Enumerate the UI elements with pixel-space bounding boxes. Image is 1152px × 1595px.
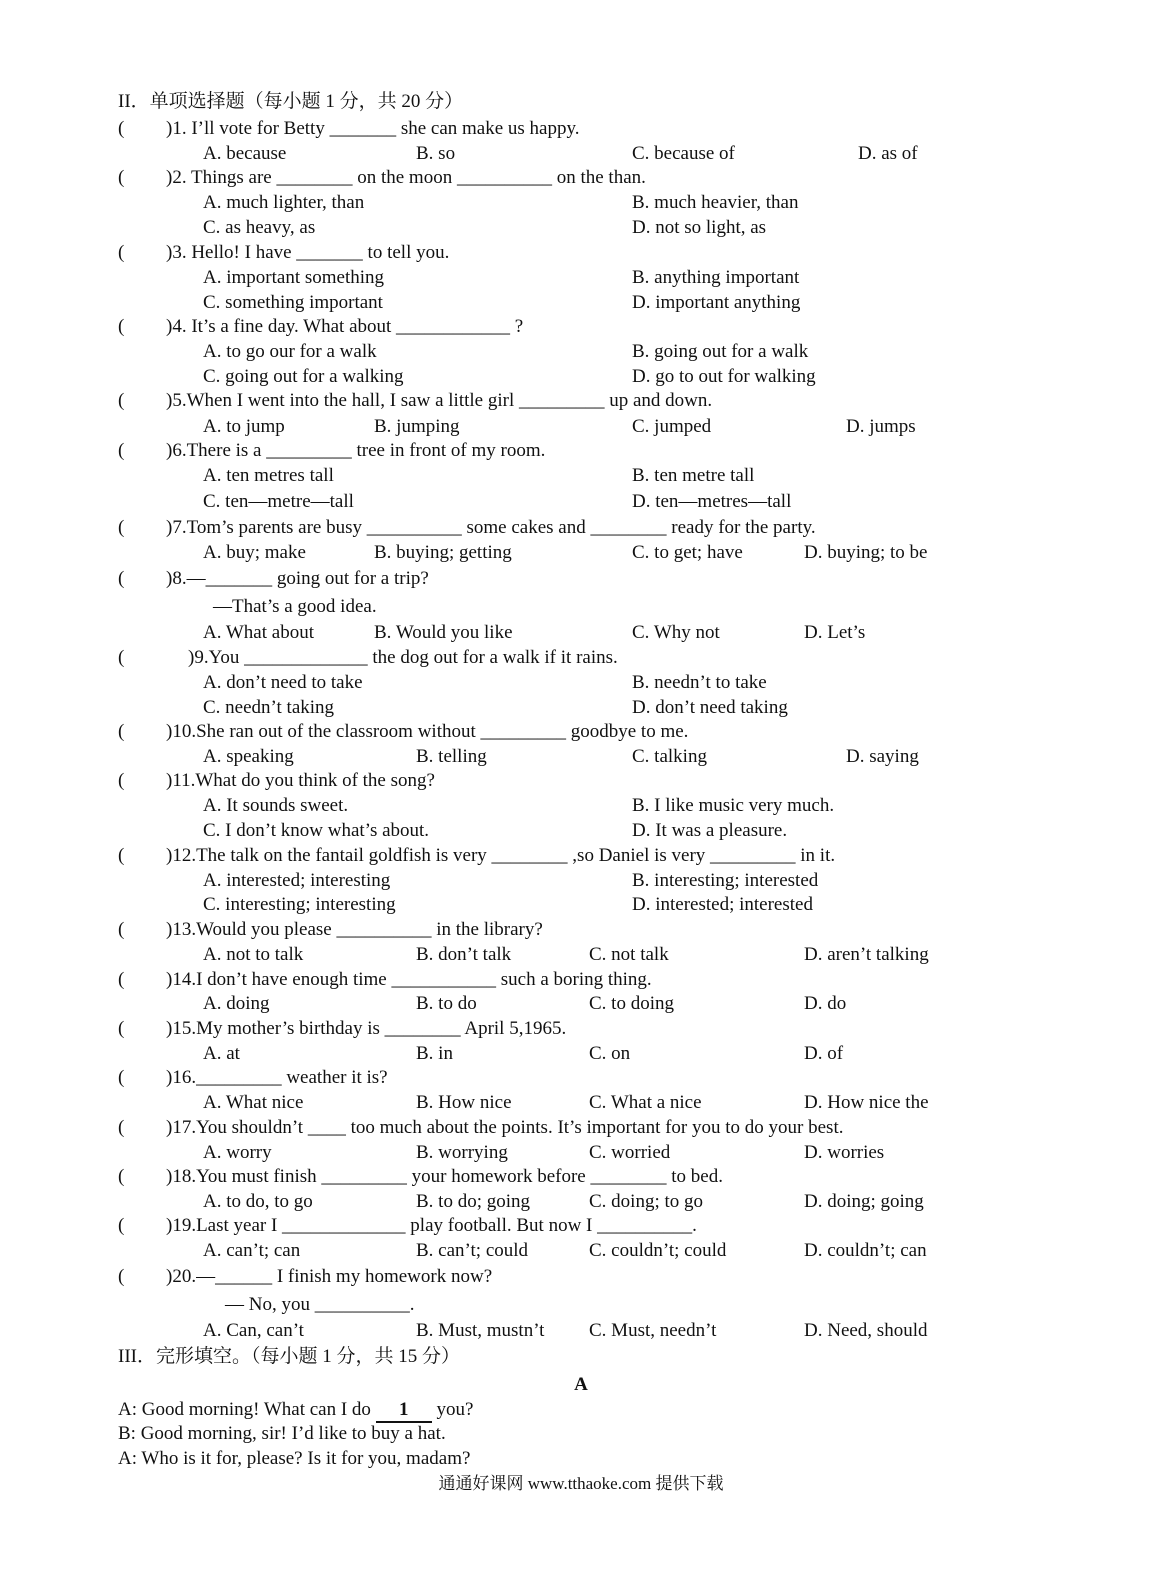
question-20	[0, 1264, 1152, 1289]
answer-paren[interactable]: (	[118, 1067, 125, 1088]
question-stem: )8.—_______ going out for a trip?	[166, 568, 429, 589]
answer-paren[interactable]: (	[118, 316, 125, 337]
option-b[interactable]: B. needn’t to take	[632, 672, 767, 693]
dialogue-text	[118, 1421, 446, 1446]
question-stem: )12.The talk on the fantail goldfish is very ________ ,so Daniel is very _________ in it.	[166, 845, 836, 866]
option-d[interactable]: D. jumps	[846, 416, 916, 437]
question-stem: )5.When I went into the hall, I saw a little girl _________ up and down.	[166, 390, 713, 411]
option-b[interactable]: B. jumping	[374, 416, 460, 437]
question-13	[0, 917, 1152, 942]
question-12	[0, 843, 1152, 868]
option-c[interactable]: C. to doing	[589, 993, 674, 1014]
option-d[interactable]: D. as of	[858, 143, 918, 164]
option-b[interactable]: B. so	[416, 143, 456, 164]
option-a[interactable]: A. at	[203, 1043, 240, 1064]
question-stem: )3. Hello! I have _______ to tell you.	[166, 242, 450, 263]
question-6-options-row	[0, 463, 1152, 488]
option-a[interactable]: A. doing	[203, 993, 270, 1014]
option-d[interactable]: D. buying; to be	[804, 542, 928, 563]
passage-label: A	[574, 1374, 588, 1395]
question-12-options-row	[0, 892, 1152, 917]
section-title-single-choice: II．单项选择题（每小题 1 分，共 20 分）	[118, 91, 464, 112]
answer-paren[interactable]: (	[118, 845, 125, 866]
option-b[interactable]: B. Must, mustn’t	[416, 1320, 545, 1341]
option-d[interactable]: D. It was a pleasure.	[632, 820, 788, 841]
question-8-options-row	[0, 620, 1152, 645]
question-stem: )9.You _____________ the dog out for a walk if it rains.	[188, 647, 618, 668]
option-a[interactable]: A. Can, can’t	[203, 1320, 304, 1341]
option-c[interactable]: C. going out for a walking	[203, 366, 404, 387]
answer-paren[interactable]: (	[118, 647, 125, 668]
question-6-options-row	[0, 489, 1152, 514]
dialogue-line	[0, 1446, 1152, 1471]
dialogue-pre: A: Good morning! What can I do	[118, 1399, 376, 1420]
question-17	[0, 1115, 1152, 1140]
question-7-options-row	[0, 540, 1152, 565]
question-3-options-row	[0, 290, 1152, 315]
answer-paren[interactable]: (	[118, 517, 125, 538]
option-d[interactable]: D. go to out for walking	[632, 366, 816, 387]
answer-paren[interactable]: (	[118, 118, 125, 139]
option-a[interactable]: A. What about	[203, 622, 314, 643]
question-4	[0, 314, 1152, 339]
option-c[interactable]: C. I don’t know what’s about.	[203, 820, 430, 841]
answer-paren[interactable]: (	[118, 1266, 125, 1287]
option-c[interactable]: C. ten—metre—tall	[203, 491, 354, 512]
option-d[interactable]: D. Need, should	[804, 1320, 928, 1341]
option-b[interactable]: B. worrying	[416, 1142, 508, 1163]
question-stem: )1. I’ll vote for Betty _______ she can make us happy.	[166, 118, 580, 139]
question-stem: )4. It’s a fine day. What about ____________ ?	[166, 316, 524, 337]
question-1-options-row	[0, 141, 1152, 166]
question-stem: )13.Would you please __________ in the library?	[166, 919, 543, 940]
option-b[interactable]: B. don’t talk	[416, 944, 512, 965]
question-10-options-row	[0, 744, 1152, 769]
option-a[interactable]: A. to do, to go	[203, 1191, 313, 1212]
option-d[interactable]: D. saying	[846, 746, 919, 767]
option-b[interactable]: B. buying; getting	[374, 542, 512, 563]
answer-paren[interactable]: (	[118, 1215, 125, 1236]
option-c[interactable]: C. worried	[589, 1142, 671, 1163]
answer-paren[interactable]: (	[118, 167, 125, 188]
option-a[interactable]: A. don’t need to take	[203, 672, 363, 693]
question-stem: )11.What do you think of the song?	[166, 770, 435, 791]
question-5	[0, 388, 1152, 413]
question-5-options-row	[0, 414, 1152, 439]
answer-paren[interactable]: (	[118, 770, 125, 791]
answer-paren[interactable]: (	[118, 242, 125, 263]
passage-heading	[0, 1372, 1152, 1397]
question-16-options-row	[0, 1090, 1152, 1115]
option-d[interactable]: D. don’t need taking	[632, 697, 788, 718]
footer-text: 通通好课网 www.tthaoke.com 提供下载	[438, 1474, 724, 1493]
question-4-options-row	[0, 364, 1152, 389]
option-b[interactable]: B. ten metre tall	[632, 465, 755, 486]
answer-paren[interactable]: (	[118, 1018, 125, 1039]
question-1	[0, 116, 1152, 141]
option-d[interactable]: D. not so light, as	[632, 217, 767, 238]
question-9-options-row	[0, 670, 1152, 695]
question-2	[0, 165, 1152, 190]
option-a[interactable]: A. much lighter, than	[203, 192, 365, 213]
question-17-options-row	[0, 1140, 1152, 1165]
option-d[interactable]: D. Let’s	[804, 622, 866, 643]
option-c[interactable]: C. on	[589, 1043, 631, 1064]
option-b[interactable]: B. in	[416, 1043, 453, 1064]
option-a[interactable]: A. can’t; can	[203, 1240, 301, 1261]
option-a[interactable]: A. interested; interesting	[203, 870, 391, 891]
question-8	[0, 566, 1152, 591]
question-14-options-row	[0, 991, 1152, 1016]
reply-text: —That’s a good idea.	[213, 596, 377, 617]
question-2-options-row	[0, 215, 1152, 240]
option-b[interactable]: B. Would you like	[374, 622, 513, 643]
question-18	[0, 1164, 1152, 1189]
option-d[interactable]: D. aren’t talking	[804, 944, 929, 965]
option-c[interactable]: C. interesting; interesting	[203, 894, 396, 915]
option-c[interactable]: C. couldn’t; could	[589, 1240, 727, 1261]
option-b[interactable]: B. I like music very much.	[632, 795, 835, 816]
question-15-options-row	[0, 1041, 1152, 1066]
option-d[interactable]: D. important anything	[632, 292, 801, 313]
option-a[interactable]: A. to jump	[203, 416, 285, 437]
option-d[interactable]: D. ten—metres—tall	[632, 491, 792, 512]
question-8-reply	[0, 594, 1152, 619]
question-11-options-row	[0, 818, 1152, 843]
question-3	[0, 240, 1152, 265]
answer-paren[interactable]: (	[118, 1117, 125, 1138]
option-b[interactable]: B. going out for a walk	[632, 341, 809, 362]
option-b[interactable]: B. anything important	[632, 267, 800, 288]
option-a[interactable]: A. important something	[203, 267, 385, 288]
option-c[interactable]: C. because of	[632, 143, 735, 164]
answer-paren[interactable]: (	[118, 568, 125, 589]
reply-text: — No, you __________.	[225, 1294, 415, 1315]
option-d[interactable]: D. worries	[804, 1142, 885, 1163]
option-b[interactable]: B. interesting; interested	[632, 870, 819, 891]
option-a[interactable]: A. buy; make	[203, 542, 306, 563]
option-a[interactable]: A. It sounds sweet.	[203, 795, 349, 816]
option-c[interactable]: C. Must, needn’t	[589, 1320, 717, 1341]
question-14	[0, 967, 1152, 992]
option-b[interactable]: B. can’t; could	[416, 1240, 529, 1261]
option-b[interactable]: B. much heavier, than	[632, 192, 799, 213]
question-4-options-row	[0, 339, 1152, 364]
question-stem: )6.There is a _________ tree in front of my room.	[166, 440, 546, 461]
question-7	[0, 515, 1152, 540]
dialogue-line	[0, 1421, 1152, 1446]
question-11-options-row	[0, 793, 1152, 818]
option-d[interactable]: D. do	[804, 993, 847, 1014]
option-c[interactable]: C. doing; to go	[589, 1191, 704, 1212]
question-15	[0, 1016, 1152, 1041]
question-stem: )7.Tom’s parents are busy __________ some cakes and ________ ready for the party.	[166, 517, 816, 538]
option-c[interactable]: C. What a nice	[589, 1092, 702, 1113]
option-b[interactable]: B. How nice	[416, 1092, 512, 1113]
option-a[interactable]: A. worry	[203, 1142, 272, 1163]
option-c[interactable]: C. as heavy, as	[203, 217, 316, 238]
question-20-options-row	[0, 1318, 1152, 1343]
option-a[interactable]: A. because	[203, 143, 287, 164]
question-18-options-row	[0, 1189, 1152, 1214]
option-a[interactable]: A. to go our for a walk	[203, 341, 377, 362]
option-a[interactable]: A. not to talk	[203, 944, 304, 965]
question-11	[0, 768, 1152, 793]
question-19-options-row	[0, 1238, 1152, 1263]
option-d[interactable]: D. How nice the	[804, 1092, 929, 1113]
option-d[interactable]: D. couldn’t; can	[804, 1240, 927, 1261]
answer-paren[interactable]: (	[118, 969, 125, 990]
option-d[interactable]: D. of	[804, 1043, 844, 1064]
question-6	[0, 438, 1152, 463]
option-d[interactable]: D. doing; going	[804, 1191, 924, 1212]
question-stem: )18.You must finish _________ your homework before ________ to bed.	[166, 1166, 723, 1187]
option-d[interactable]: D. interested; interested	[632, 894, 813, 915]
question-2-options-row	[0, 190, 1152, 215]
answer-paren[interactable]: (	[118, 390, 125, 411]
option-b[interactable]: B. telling	[416, 746, 487, 767]
question-13-options-row	[0, 942, 1152, 967]
answer-paren[interactable]: (	[118, 721, 125, 742]
option-a[interactable]: A. ten metres tall	[203, 465, 334, 486]
option-c[interactable]: C. needn’t taking	[203, 697, 335, 718]
option-b[interactable]: B. to do	[416, 993, 477, 1014]
question-stem: )16._________ weather it is?	[166, 1067, 388, 1088]
question-3-options-row	[0, 265, 1152, 290]
question-9-options-row	[0, 695, 1152, 720]
dialogue-text	[118, 1446, 470, 1471]
dialogue-text	[118, 1397, 473, 1423]
footer	[0, 1471, 1152, 1496]
question-20-reply	[0, 1292, 1152, 1317]
answer-paren[interactable]: (	[118, 919, 125, 940]
dialogue-pre: B: Good morning, sir! I’d like to buy a hat.	[118, 1423, 446, 1444]
option-c[interactable]: C. Why not	[632, 622, 720, 643]
question-stem: )19.Last year I _____________ play football. But now I __________.	[166, 1215, 697, 1236]
dialogue-line	[0, 1397, 1152, 1422]
question-stem: )15.My mother’s birthday is ________ April 5,1965.	[166, 1018, 567, 1039]
question-stem: )20.—______ I finish my homework now?	[166, 1266, 493, 1287]
question-stem: )2. Things are ________ on the moon __________ on the than.	[166, 167, 646, 188]
question-19	[0, 1213, 1152, 1238]
option-c[interactable]: C. not talk	[589, 944, 669, 965]
question-stem: )17.You shouldn’t ____ too much about the points. It’s important for you to do your best.	[166, 1117, 844, 1138]
cloze-blank-1[interactable]: 1	[376, 1399, 432, 1423]
question-16	[0, 1065, 1152, 1090]
option-a[interactable]: A. speaking	[203, 746, 294, 767]
question-stem: )10.She ran out of the classroom without _________ goodbye to me.	[166, 721, 689, 742]
dialogue-post: you?	[431, 1399, 474, 1420]
section-title-cloze: III．完形填空。（每小题 1 分，共 15 分）	[118, 1346, 460, 1367]
question-10	[0, 719, 1152, 744]
option-c[interactable]: C. to get; have	[632, 542, 743, 563]
question-9	[0, 645, 1152, 670]
dialogue-pre: A: Who is it for, please? Is it for you, madam?	[118, 1448, 471, 1469]
answer-paren[interactable]: (	[118, 440, 125, 461]
option-c[interactable]: C. something important	[203, 292, 383, 313]
question-12-options-row	[0, 868, 1152, 893]
option-a[interactable]: A. What nice	[203, 1092, 304, 1113]
answer-paren[interactable]: (	[118, 1166, 125, 1187]
option-c[interactable]: C. jumped	[632, 416, 712, 437]
option-b[interactable]: B. to do; going	[416, 1191, 531, 1212]
question-stem: )14.I don’t have enough time ___________ such a boring thing.	[166, 969, 652, 990]
option-c[interactable]: C. talking	[632, 746, 707, 767]
